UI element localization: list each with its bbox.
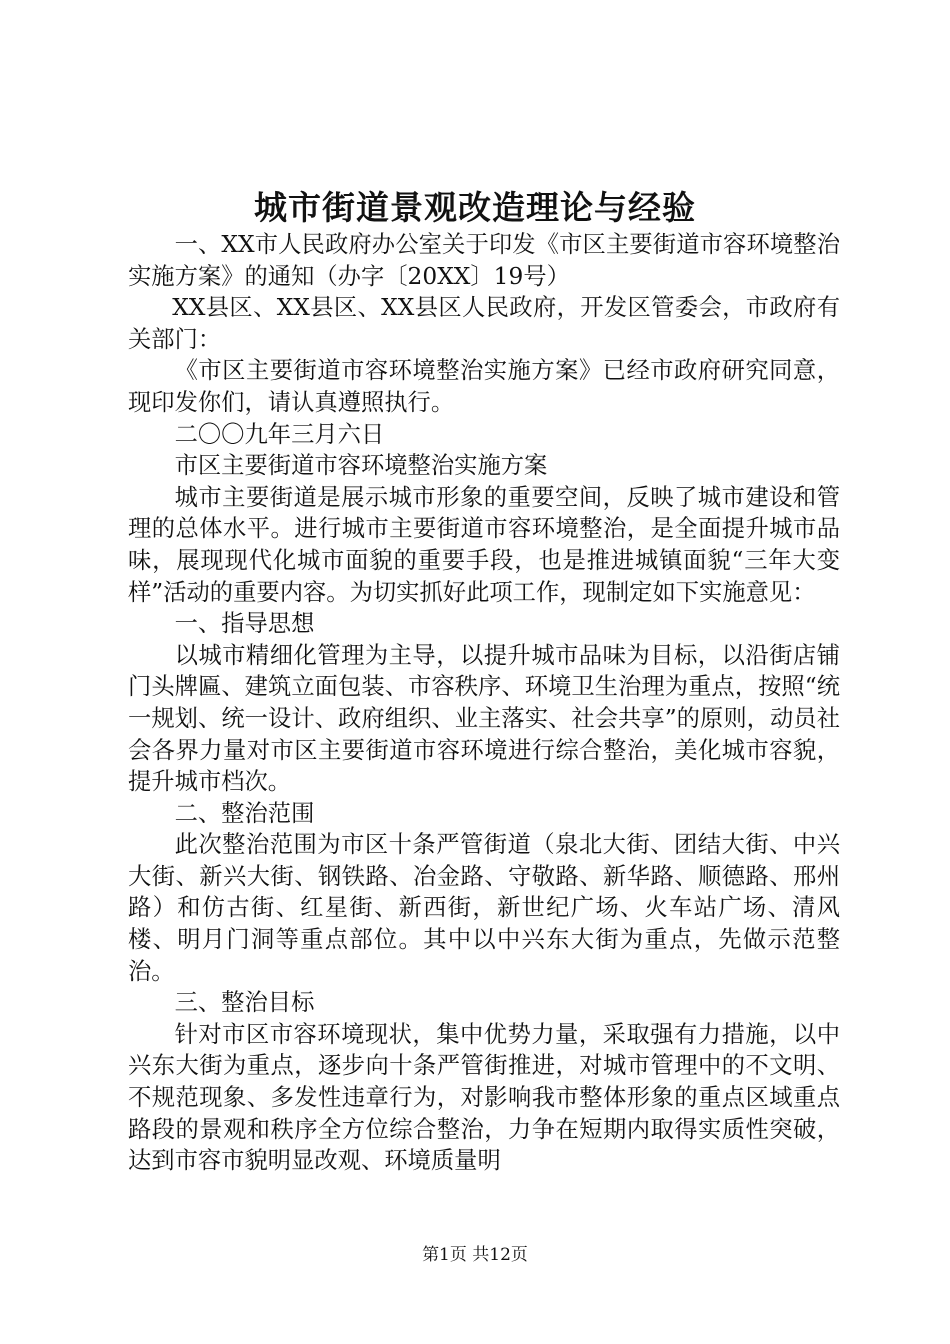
section-heading-goals: 三、整治目标: [174, 989, 315, 1017]
scope-paragraph: 此次整治范围为市区十条严管街道（泉北大街、团结大街、中兴大街、新兴大街、钢铁路、冶金路、守敬路、新华路、顺德路、邢州路）和仿古街、红星街、新西街，新世纪广场、火车站广场、清风楼、明月门洞等重点部位。其中以中兴东大街为重点，先做示范整治。: [128, 831, 840, 985]
document-title: 城市街道景观改造理论与经验: [254, 188, 696, 227]
section-heading-scope: 二、整治范围: [174, 799, 315, 827]
addressee-paragraph: XX县区、XX县区、XX县区人民政府，开发区管委会，市政府有关部门：: [128, 294, 840, 353]
goals-paragraph: 针对市区市容环境现状，集中优势力量，采取强有力措施，以中兴东大街为重点，逐步向十条严管街推进，对城市管理中的不文明、不规范现象、多发性违章行为，对影响我市整体形象的重点区域重点路段的景观和秩序全方位综合整治，力争在短期内取得实质性突破，达到市容市貌明显改观、环境质量明: [128, 1020, 840, 1175]
section-heading-guiding-ideas: 一、指导思想: [174, 610, 315, 638]
page-number-footer: 第1页 共12页: [422, 1245, 528, 1265]
notice-heading-paragraph: 一、XX市人民政府办公室关于印发《市区主要街道市容环境整治实施方案》的通知（办字〔20XX〕19号）: [128, 231, 840, 290]
intro-paragraph: 城市主要街道是展示城市形象的重要空间，反映了城市建设和管理的总体水平。进行城市主要街道市容环境整治，是全面提升城市品味，展现现代化城市面貌的重要手段，也是推进城镇面貌“三年大变样”活动的重要内容。为切实抓好此项工作，现制定如下实施意见：: [128, 483, 840, 606]
document-body: [128, 229, 840, 1177]
guiding-ideas-paragraph: 以城市精细化管理为主导，以提升城市品味为目标，以沿街店铺门头牌匾、建筑立面包装、市容秩序、环境卫生治理为重点，按照“统一规划、统一设计、政府组织、业主落实、社会共享”的原则，动员社会各界力量对市区主要街道市容环境进行综合整治，美化城市容貌，提升城市档次。: [128, 641, 840, 796]
approval-paragraph: 《市区主要街道市容环境整治实施方案》已经市政府研究同意，现印发你们，请认真遵照执行。: [128, 357, 840, 416]
date-line: 二〇〇九年三月六日: [174, 420, 385, 448]
plan-title-line: 市区主要街道市容环境整治实施方案: [174, 452, 548, 480]
